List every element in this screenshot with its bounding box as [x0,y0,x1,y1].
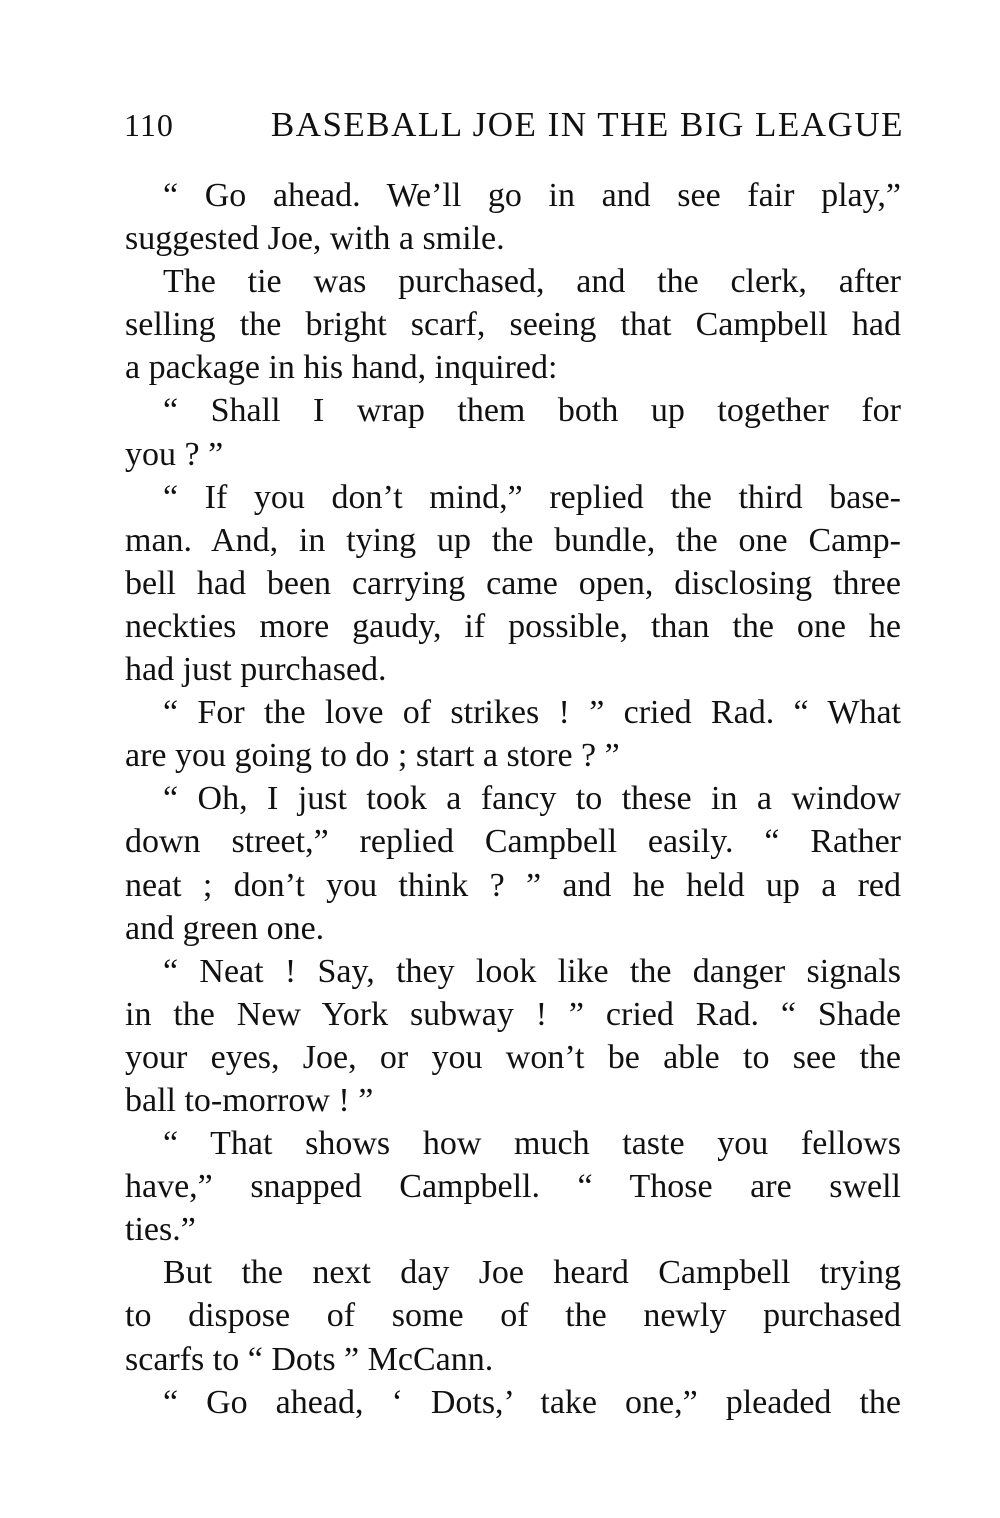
paragraph [125,691,901,777]
text-line: neckties more gaudy, if possible, than the one he [125,607,901,645]
text-line: to dispose of some of the newly purchased [125,1297,901,1335]
text-line: selling the bright scarf, seeing that Campbell had [125,306,901,344]
text-line: in the New York subway ! ” cried Rad. “ Shade [125,995,901,1033]
text-line: a package in his hand, inquired: [125,349,558,387]
paragraph [125,260,901,389]
text-line: ball to-morrow ! ” [125,1081,374,1119]
text-line: “ For the love of strikes ! ” cried Rad. “ What [163,694,901,732]
paragraph [125,476,901,691]
text-line: scarfs to “ Dots ” McCann. [125,1340,494,1378]
text-line: The tie was purchased, and the clerk, after [163,263,901,301]
text-line: “ Go ahead. We’ll go in and see fair play,” [163,177,901,214]
body-text [125,174,901,1424]
paragraph [125,777,901,949]
text-line: your eyes, Joe, or you won’t be able to see the [125,1038,901,1076]
paragraph [125,389,901,475]
page-number: 110 [124,107,174,143]
paragraph [125,950,901,1122]
text-line: down street,” replied Campbell easily. “ Rather [125,823,901,861]
text-line: “ Oh, I just took a fancy to these in a window [163,780,901,818]
page-header [124,105,904,153]
text-line: “ Shall I wrap them both up together for [163,392,901,430]
paragraph [125,1251,901,1380]
running-title: BASEBALL JOE IN THE BIG LEAGUE [270,105,904,144]
text-line: man. And, in tying up the bundle, the one Camp- [125,521,901,559]
paragraph [125,174,901,260]
text-line: bell had been carrying came open, disclosing three [125,564,901,602]
text-line: suggested Joe, with a smile. [125,220,505,258]
text-line: have,” snapped Campbell. “ Those are swell [125,1168,901,1206]
text-line: are you going to do ; start a store ? ” [125,737,620,775]
text-line: But the next day Joe heard Campbell trying [163,1254,901,1292]
paragraph [125,1122,901,1251]
text-line: “ Neat ! Say, they look like the danger signals [163,952,901,990]
paragraph [125,1381,901,1424]
text-line: and green one. [125,909,325,947]
text-line: neat ; don’t you think ? ” and he held up a red [125,866,901,904]
text-line: “ Go ahead, ‘ Dots,’ take one,” pleaded the [163,1383,901,1421]
text-line: ties.” [125,1211,196,1249]
text-line: you ? ” [125,435,224,473]
text-line: “ If you don’t mind,” replied the third base- [163,478,901,516]
text-line: “ That shows how much taste you fellows [163,1125,901,1163]
text-line: had just purchased. [125,651,387,689]
